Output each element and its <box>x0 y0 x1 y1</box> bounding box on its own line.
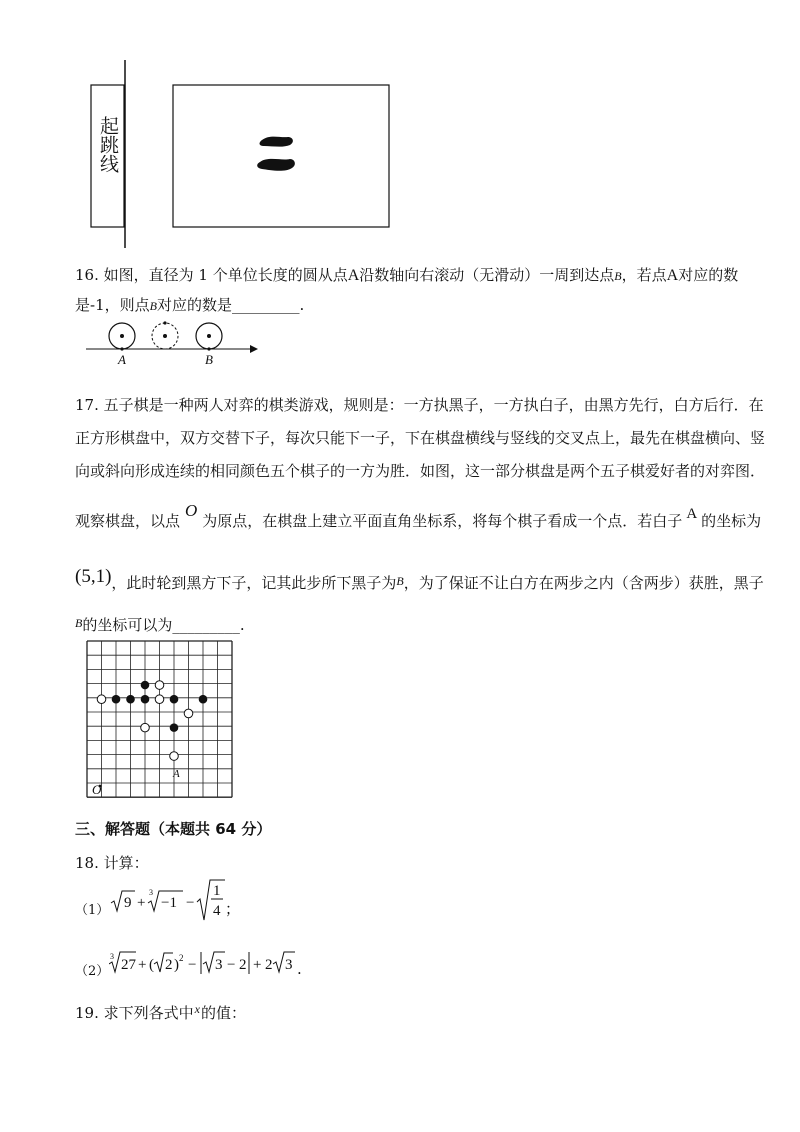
number-line-label-a: A <box>118 352 126 367</box>
svg-text:3: 3 <box>215 957 223 973</box>
gomoku-board-drawing <box>86 640 234 802</box>
point-o-label: O <box>185 501 198 520</box>
board-origin-label: O <box>92 782 102 797</box>
start-line-label: 起跳线 <box>97 116 119 173</box>
white-stone <box>155 681 164 690</box>
svg-text:+: + <box>137 895 146 911</box>
q19-line <box>75 1002 246 1023</box>
q16-text: 16. 如图，直径为 1 个单位长度的圆从点 <box>75 266 348 284</box>
gomoku-board <box>86 640 234 802</box>
q16-text: 是-1，则点 <box>75 296 150 314</box>
svg-text:3: 3 <box>110 952 114 961</box>
q16-line1 <box>75 264 738 285</box>
white-stone <box>155 695 164 704</box>
white-stone <box>141 723 150 732</box>
svg-text:3: 3 <box>285 957 293 973</box>
black-stone <box>170 695 179 704</box>
svg-text:2: 2 <box>179 953 184 963</box>
point-b-label: B <box>614 269 622 283</box>
black-stone <box>141 681 150 690</box>
q19-text: 19. 求下列各式中 <box>75 1004 194 1022</box>
svg-text:−: − <box>227 957 236 973</box>
point-b-label: B <box>75 616 83 630</box>
q17-line2: 正方形棋盘中，双方交替下子，每次只能下一子，下在棋盘横线与竖线的交叉点上，最先在棋盘横向、竖 <box>75 429 766 447</box>
expression-2 <box>109 948 309 978</box>
number-line-figure <box>84 318 264 370</box>
q17-text: ，为了保证不让白方在两步之内（含两步）获胜，黑子 <box>403 574 764 592</box>
punctuation: . <box>297 960 302 978</box>
white-stone <box>170 752 179 761</box>
svg-text:4: 4 <box>213 903 221 919</box>
point-a-label: A <box>666 267 679 284</box>
q17-text: 的坐标为 <box>701 512 762 530</box>
section-heading: 三、解答题（本题共 64 分） <box>75 820 272 838</box>
svg-text:9: 9 <box>124 895 132 911</box>
black-stone <box>112 695 121 704</box>
coordinate-value: (5,1) <box>75 566 112 587</box>
svg-text:1: 1 <box>213 883 221 899</box>
q18-intro: 18. 计算： <box>75 854 149 872</box>
number-line-label-b: B <box>205 352 213 367</box>
q16-text: ，若点 <box>621 266 667 284</box>
jump-figure <box>80 58 400 250</box>
number-line-drawing <box>84 318 264 370</box>
black-stone <box>170 723 179 732</box>
variable-x: x <box>194 1002 200 1016</box>
black-stone <box>141 695 150 704</box>
black-stone <box>126 695 135 704</box>
punctuation: ； <box>225 900 241 918</box>
q17-line6 <box>75 614 245 635</box>
q17-line1: 17. 五子棋是一种两人对弈的棋类游戏，规则是：一方执黑子，一方执白子，由黑方先行，白方后行．在 <box>75 396 764 414</box>
part-label: （2） <box>75 964 110 979</box>
point-b-label: B <box>396 574 404 588</box>
svg-text:+: + <box>138 957 147 973</box>
svg-text:27: 27 <box>121 957 136 973</box>
jump-figure-drawing <box>80 58 400 250</box>
svg-text:2: 2 <box>165 957 173 973</box>
svg-text:2: 2 <box>265 957 273 973</box>
point-a-label: A <box>686 506 698 522</box>
q17-text: ，此时轮到黑方下子，记其此步所下黑子为 <box>111 574 397 592</box>
q17-text: 为原点，在棋盘上建立平面直角坐标系，将每个棋子看成一个点．若白子 <box>202 512 683 530</box>
q16-text: 沿数轴向右滚动（无滑动）一周到达点 <box>359 266 615 284</box>
board-point-a-label: A <box>173 768 180 780</box>
q16-text: 对应的数 <box>678 266 739 284</box>
svg-text:−1: −1 <box>161 895 177 911</box>
q16-text: 对应的数是_________. <box>156 296 305 314</box>
q17-line4 <box>75 501 762 531</box>
point-b-label: B <box>149 299 157 313</box>
q16-line2 <box>75 294 304 315</box>
white-stone <box>97 695 106 704</box>
part-label: （1） <box>75 903 110 918</box>
q17-line5 <box>75 566 764 594</box>
q17-text: 的坐标可以为_________. <box>82 616 245 634</box>
svg-text:+: + <box>253 957 262 973</box>
q19-text: 的值： <box>200 1004 246 1022</box>
point-a-label: A <box>347 267 360 284</box>
svg-text:): ) <box>174 957 179 973</box>
svg-text:3: 3 <box>149 888 153 897</box>
svg-text:(: ( <box>149 957 154 973</box>
q17-line3: 向或斜向形成连续的相同颜色五个棋子的一方为胜．如图，这一部分棋盘是两个五子棋爱好者的对弈图． <box>75 462 766 480</box>
black-stone <box>199 695 208 704</box>
q17-text: 观察棋盘，以点 <box>75 512 181 530</box>
svg-text:2: 2 <box>239 957 247 973</box>
svg-text:−: − <box>188 957 197 973</box>
svg-text:−: − <box>186 895 195 911</box>
white-stone <box>184 709 193 718</box>
